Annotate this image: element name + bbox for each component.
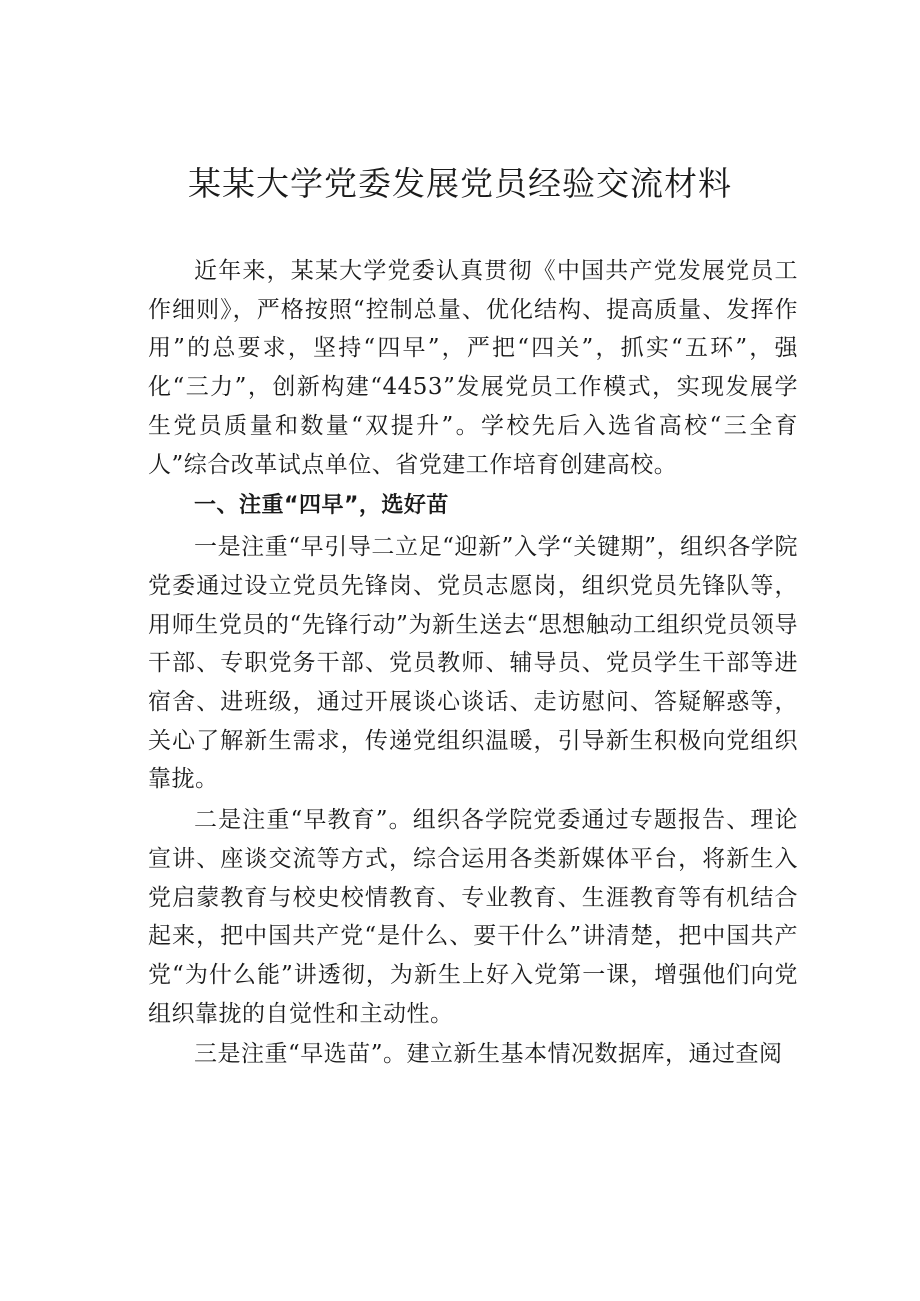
document-title: 某某大学党委发展党员经验交流材料 [188, 164, 732, 203]
section1-paragraph-3: 三是注重“早选苗”。建立新生基本情况数据库，通过查阅 [194, 1041, 783, 1068]
intro-paragraph: 近年来，某某大学党委认真贯彻《中国共产党发展党员工作细则》，严格按照“控制总量、优化结构、提高质量、发挥作用”的总要求，坚持“四早”，严把“四关”，抓实“五环”，强化“三力”，创新构建“4453”发展党员工作模式，实现发展学生党员质量和数量“双提升”。学校先后入选省高校“三全育人”综合改革试点单位、省党建工作培育创建高校。 [148, 258, 798, 478]
section1-paragraph-1: 一是注重“早引导二立足“迎新”入学“关键期”，组织各学院党委通过设立党员先锋岗、党员志愿岗，组织党员先锋队等，用师生党员的“先锋行动”为新生送去“思想触动工组织党员领导干部、专职党务干部、党员教师、辅导员、党员学生干部等进宿舍、进班级，通过开展谈心谈话、走访慰问、答疑解惑等，关心了解新生需求，传递党组织温暖，引导新生积极向党组织靠拢。 [148, 534, 798, 793]
section1-paragraph-2: 二是注重“早教育”。组织各学院党委通过专题报告、理论宣讲、座谈交流等方式，综合运用各类新媒体平台，将新生入党启蒙教育与校史校情教育、专业教育、生涯教育等有机结合起来，把中国共产党“是什么、要干什么”讲清楚，把中国共产党“为什么能”讲透彻，为新生上好入党第一课，增强他们向党组织靠拢的自觉性和主动性。 [148, 807, 798, 1027]
section-heading-1: 一、注重“四早”，选好苗 [194, 493, 449, 519]
document-body [148, 252, 798, 1074]
